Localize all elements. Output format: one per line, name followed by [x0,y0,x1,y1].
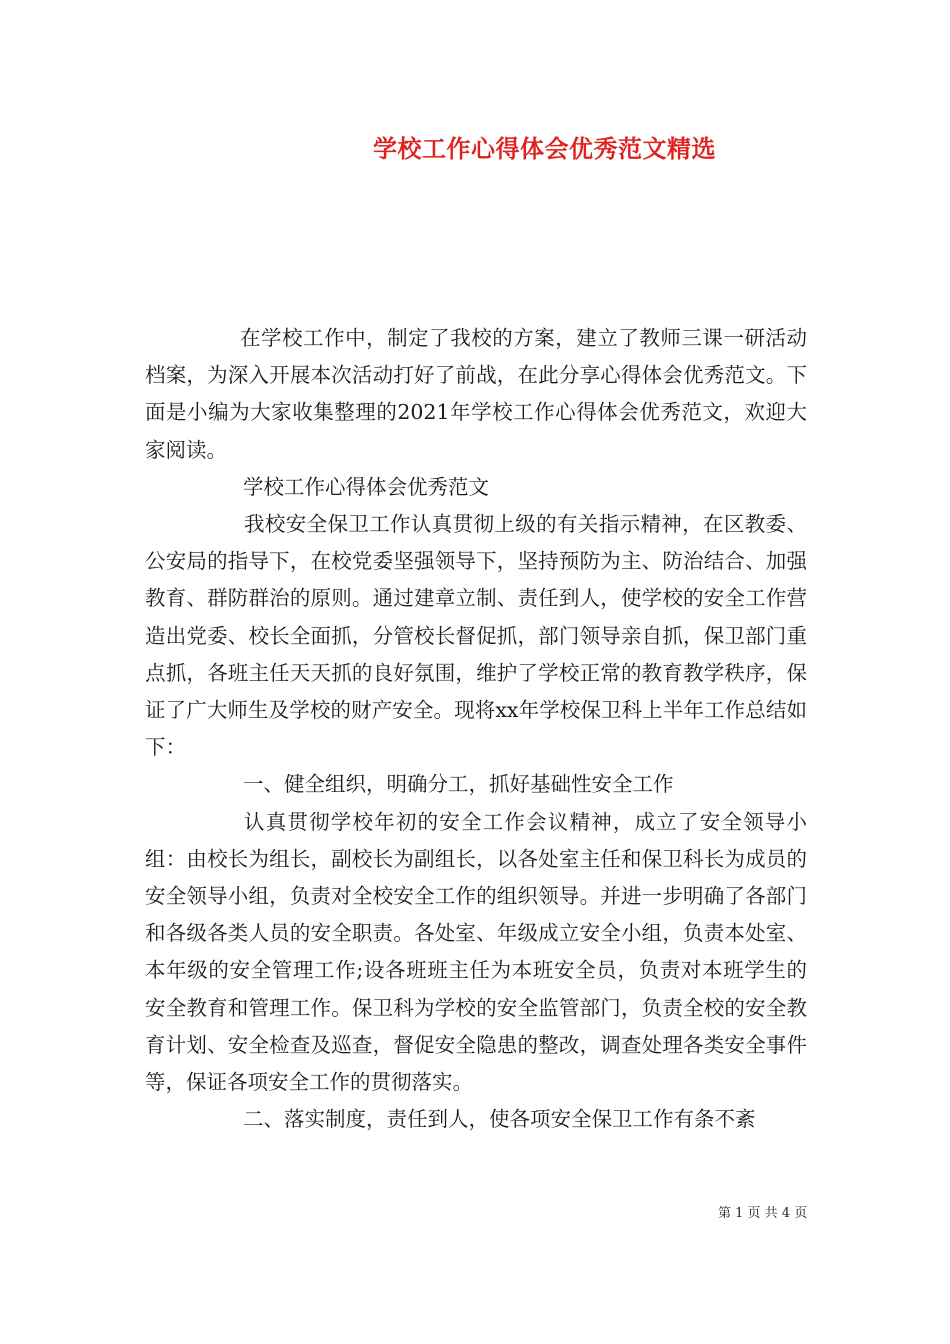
intro-paragraph: 在学校工作中，制定了我校的方案，建立了教师三课一研活动档案，为深入开展本次活动打好了前战，在此分享心得体会优秀范文。下面是小编为大家收集整理的2021年学校工作心得体会优秀范文，欢迎大家阅读。 [145,326,807,462]
document-body [145,320,807,1138]
page-number-footer: 第 1 页 共 4 页 [718,1206,808,1221]
body-paragraph: 认真贯彻学校年初的安全工作会议精神，成立了安全领导小组：由校长为组长，副校长为副组长，以各处室主任和保卫科长为成员的安全领导小组，负责对全校安全工作的组织领导。并进一步明确了各部门和各级各类人员的安全职责。各处室、年级成立安全小组，负责本处室、本年级的安全管理工作;设各班班主任为本班安全员，负责对本班学生的安全教育和管理工作。保卫科为学校的安全监管部门，负责全校的安全教育计划、安全检查及巡查，督促安全隐患的整改，调查处理各类安全事件等，保证各项安全工作的贯彻落实。 [145,809,807,1095]
body-paragraph: 我校安全保卫工作认真贯彻上级的有关指示精神，在区教委、公安局的指导下，在校党委坚强领导下，坚持预防为主、防治结合、加强教育、群防群治的原则。通过建章立制、责任到人，使学校的安全工作营造出党委、校长全面抓，分管校长督促抓，部门领导亲自抓，保卫部门重点抓，各班主任天天抓的良好氛围，维护了学校正常的教育教学秩序，保证了广大师生及学校的财产安全。现将xx年学校保卫科上半年工作总结如下： [145,512,807,760]
subheading-two: 二、落实制度，责任到人，使各项安全保卫工作有条不紊 [243,1107,756,1132]
subheading-one: 一、健全组织，明确分工，抓好基础性安全工作 [243,772,674,797]
document-title: 学校工作心得体会优秀范文精选 [373,134,716,163]
section-heading: 学校工作心得体会优秀范文 [243,474,489,499]
